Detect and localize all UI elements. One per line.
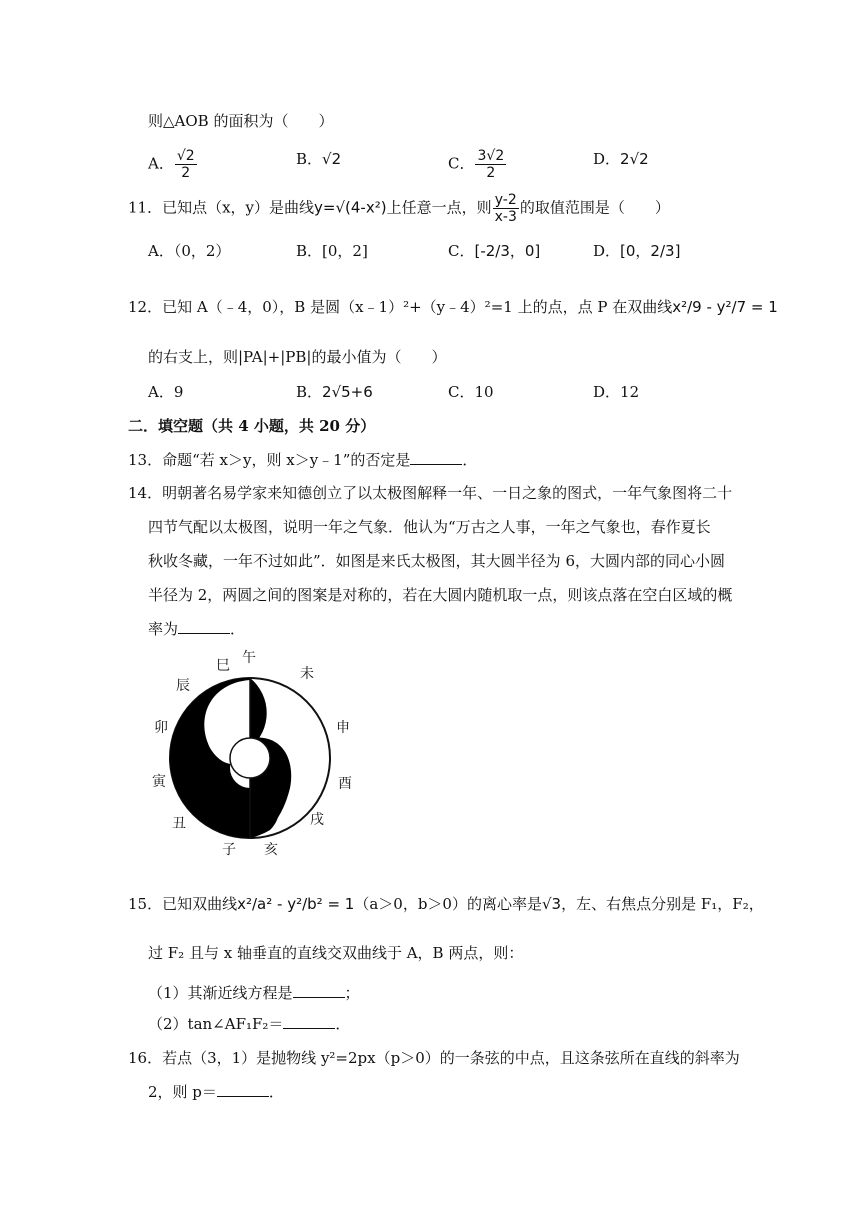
q14-line-1: 14．明朝著名易学家来知德创立了以太极图解释一年、一日之象的图式，一年气象图将二十	[128, 484, 733, 502]
q10-option-c	[448, 148, 507, 181]
q10-option-b	[296, 148, 341, 170]
curve-expression: y=√(4-x²)	[314, 198, 387, 217]
q10-stem-tail: 则△AOB 的面积为（ ）	[148, 112, 334, 130]
char-xu: 戌	[310, 813, 324, 828]
answer-blank	[178, 619, 230, 634]
q13-stem: 13．命题“若 x＞y，则 x＞y﹣1”的否定是 ．	[128, 451, 478, 469]
char-shen: 申	[336, 721, 350, 736]
answer-blank	[293, 983, 345, 998]
char-si: 巳	[216, 659, 230, 674]
section-title: 二．填空题（共 4 小题，共 20 分）	[128, 417, 376, 435]
q15-line-2: 过 F₂ 且与 x 轴垂直的直线交双曲线于 A，B 两点，则：	[148, 944, 524, 962]
answer-blank	[410, 450, 462, 465]
char-chou: 丑	[172, 817, 186, 832]
answer-blank	[217, 1082, 269, 1097]
q11-option-d: D．[0，2/3]	[593, 242, 681, 260]
q12-option-a: A．9	[148, 383, 184, 401]
fraction: $\frac{3√2}{2}$	[477, 148, 505, 181]
char-yin: 寅	[152, 775, 166, 790]
char-chen: 辰	[176, 679, 190, 694]
q15-sub-2: （2）tan∠AF₁F₂＝ ．	[148, 1015, 351, 1033]
hyperbola-equation: x²/a² - y²/b² = 1	[237, 895, 355, 913]
q14-line-2: 四节气配以太极图，说明一年之气象．他认为“万古之人事，一年之气象也，春作夏长	[148, 518, 711, 536]
q15-sub-1: （1）其渐近线方程是 ；	[148, 984, 360, 1002]
q12-stem-2: 的右支上，则|PA|+|PB|的最小值为（ ）	[148, 348, 447, 366]
char-mao: 卯	[154, 721, 168, 736]
q16-line-1: 16．若点（3，1）是抛物线 y²=2px（p＞0）的一条弦的中点，且这条弦所在直线的斜率为	[128, 1049, 740, 1067]
fraction: $\frac{y-2}{x-3}$	[494, 192, 517, 225]
option-value: 2√2	[620, 150, 649, 168]
q14-line-4: 半径为 2，两圆之间的图案是对称的，若在大圆内随机取一点，则该点落在空白区域的概	[148, 586, 733, 604]
q14-line-5: 率为 ．	[148, 620, 246, 638]
q16-line-2: 2，则 p＝ ．	[148, 1083, 284, 1101]
char-wei: 未	[300, 667, 314, 682]
q11-option-b: B．[0，2]	[296, 242, 368, 260]
taiji-diagram	[150, 648, 366, 860]
char-zi: 子	[222, 843, 236, 858]
hyperbola-equation: x²/9 - y²/7 = 1	[672, 298, 778, 316]
q12-option-c: C．10	[448, 383, 494, 401]
q11-option-c: C．[-2/3，0]	[448, 242, 541, 260]
q12-option-d: D．12	[593, 383, 640, 401]
option-label: C．	[448, 154, 475, 173]
char-wu: 午	[242, 651, 256, 666]
option-value: √2	[322, 150, 342, 168]
option-label: D．	[593, 150, 621, 168]
fraction: $\frac{√2}{2}$	[176, 148, 195, 181]
q10-option-d	[593, 148, 649, 170]
q14-line-3: 秋收冬藏，一年不过如此”．如图是来氏太极图，其大圆半径为 6，大圆内部的同心小圆	[148, 552, 725, 570]
inner-circle	[230, 738, 270, 778]
char-hai: 亥	[264, 843, 278, 858]
eccentricity: √3	[541, 895, 562, 913]
q11-option-a: A．（0，2）	[148, 242, 231, 260]
q15-stem: 15．已知双曲线x²/a² - y²/b² = 1（a＞0，b＞0）的离心率是√3，左、右焦点分别是 F₁，F₂，	[128, 895, 764, 913]
q11-stem: 11．已知点（x，y）是曲线y=√(4-x²)上任意一点，则 $\frac{y-2}{x-3}$ 的取值范围是（ ）	[128, 192, 670, 225]
char-you: 酉	[338, 777, 352, 792]
option-label: A．	[148, 154, 174, 173]
q12-stem: 12．已知 A（﹣4，0），B 是圆（x﹣1）²+（y﹣4）²=1 上的点，点 P 在双曲线x²/9 - y²/7 = 1	[128, 298, 778, 316]
option-label: B．	[296, 150, 323, 168]
answer-blank	[283, 1014, 335, 1029]
q12-option-b: B．2√5+6	[296, 383, 373, 401]
q10-option-a	[148, 148, 198, 181]
